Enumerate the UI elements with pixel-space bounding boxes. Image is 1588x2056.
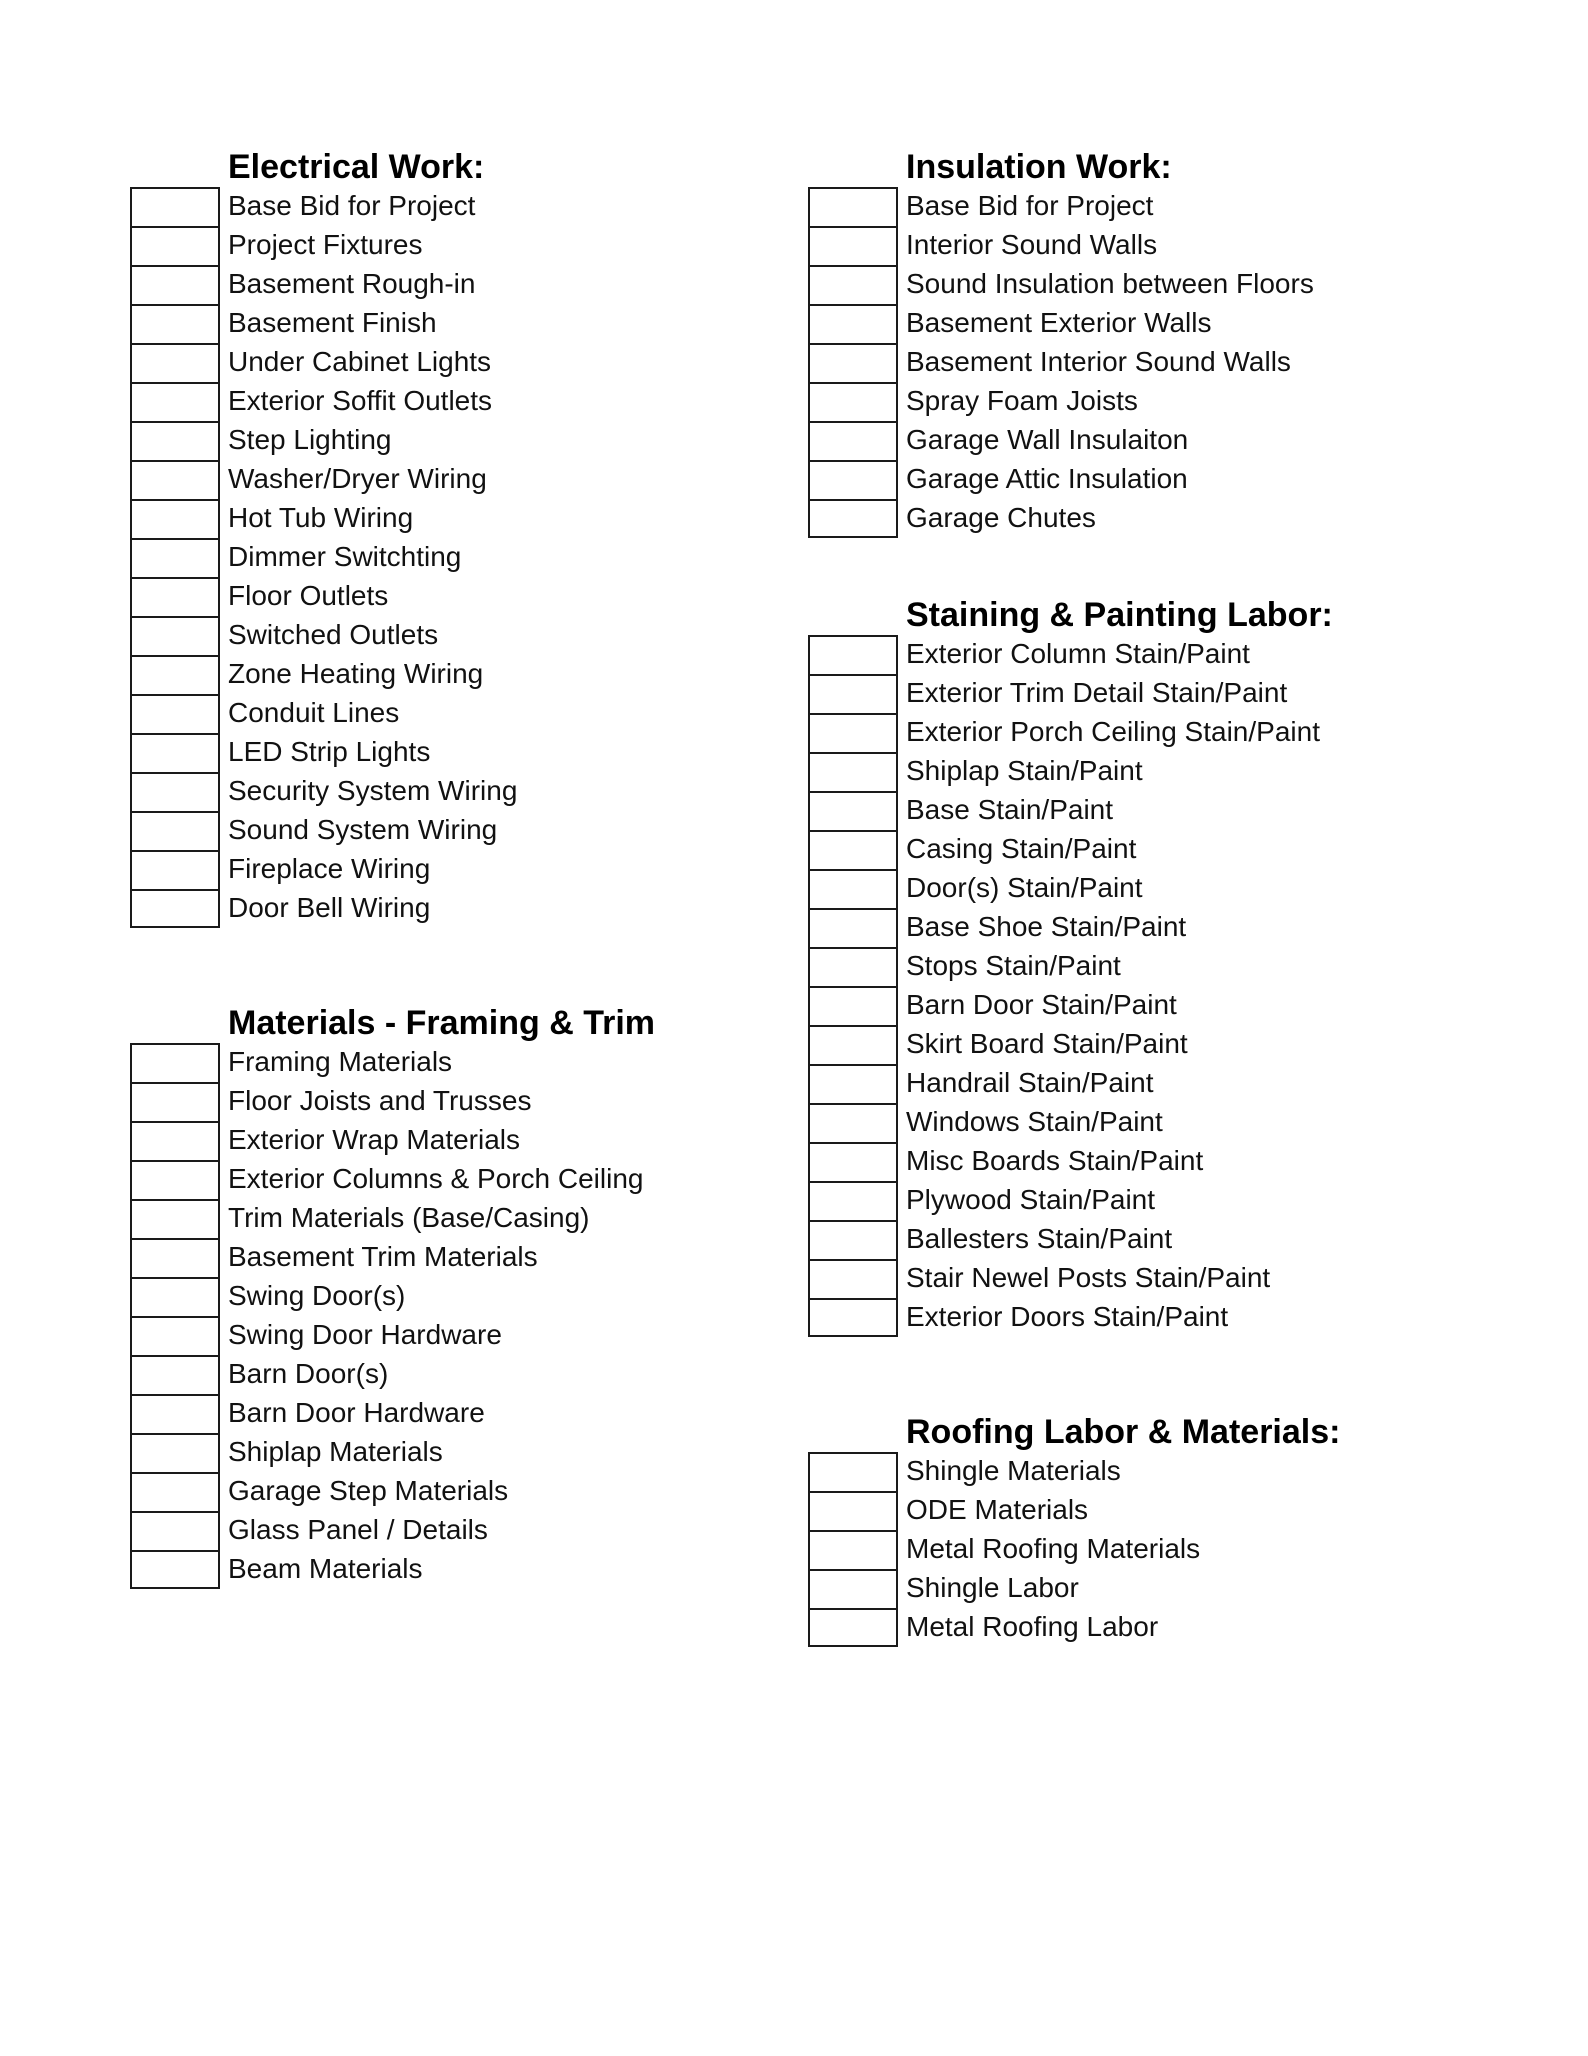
materials-item <box>130 1160 790 1199</box>
checkbox[interactable] <box>808 986 898 1025</box>
checkbox[interactable] <box>808 226 898 265</box>
electrical-item-label: Door Bell Wiring <box>228 892 431 923</box>
checkbox[interactable] <box>808 1298 898 1337</box>
checkbox[interactable] <box>130 460 220 499</box>
materials-item-label: Glass Panel / Details <box>228 1514 488 1545</box>
checkbox[interactable] <box>808 869 898 908</box>
insulation-item <box>808 226 1468 265</box>
checkbox[interactable] <box>130 538 220 577</box>
staining-item <box>808 1181 1468 1220</box>
staining-item-label: Casing Stain/Paint <box>906 833 1137 864</box>
staining-item-label: Plywood Stain/Paint <box>906 1184 1156 1215</box>
insulation-item <box>808 343 1468 382</box>
checkbox[interactable] <box>130 1511 220 1550</box>
materials-item-label: Barn Door Hardware <box>228 1397 485 1428</box>
staining-item <box>808 1259 1468 1298</box>
staining-item-label: Base Shoe Stain/Paint <box>906 911 1187 942</box>
electrical-item <box>130 460 790 499</box>
checkbox[interactable] <box>130 1043 220 1082</box>
checkbox[interactable] <box>130 850 220 889</box>
insulation-item <box>808 187 1468 226</box>
checkbox[interactable] <box>808 908 898 947</box>
electrical-item-label: Zone Heating Wiring <box>228 658 484 689</box>
checkbox[interactable] <box>808 635 898 674</box>
materials-item-label: Exterior Wrap Materials <box>228 1124 521 1155</box>
materials-item <box>130 1199 790 1238</box>
staining-item <box>808 713 1468 752</box>
staining-item <box>808 1025 1468 1064</box>
checkbox[interactable] <box>130 1121 220 1160</box>
staining-item-label: Stair Newel Posts Stain/Paint <box>906 1262 1271 1293</box>
insulation-item <box>808 499 1468 538</box>
materials-item <box>130 1316 790 1355</box>
checkbox[interactable] <box>130 616 220 655</box>
checkbox[interactable] <box>808 1220 898 1259</box>
insulation-item-label: Garage Wall Insulaiton <box>906 424 1189 455</box>
checkbox[interactable] <box>808 1103 898 1142</box>
checkbox[interactable] <box>130 1355 220 1394</box>
checkbox[interactable] <box>130 304 220 343</box>
electrical-item-label: Exterior Soffit Outlets <box>228 385 493 416</box>
electrical-item-label: Project Fixtures <box>228 229 423 260</box>
staining-item <box>808 791 1468 830</box>
electrical-item <box>130 499 790 538</box>
electrical-item <box>130 811 790 850</box>
staining-item-label: Base Stain/Paint <box>906 794 1114 825</box>
checkbox[interactable] <box>808 343 898 382</box>
insulation-item <box>808 460 1468 499</box>
insulation-item <box>808 421 1468 460</box>
materials-item-label: Swing Door Hardware <box>228 1319 502 1350</box>
insulation-item-label: Interior Sound Walls <box>906 229 1158 260</box>
staining-item-label: Misc Boards Stain/Paint <box>906 1145 1204 1176</box>
insulation-item-label: Basement Exterior Walls <box>906 307 1212 338</box>
checkbox[interactable] <box>808 1142 898 1181</box>
electrical-item-label: Conduit Lines <box>228 697 400 728</box>
electrical-item-label: Floor Outlets <box>228 580 389 611</box>
staining-item-label: Ballesters Stain/Paint <box>906 1223 1173 1254</box>
checkbox[interactable] <box>808 1025 898 1064</box>
checkbox[interactable] <box>808 1491 898 1530</box>
staining-item-label: Exterior Trim Detail Stain/Paint <box>906 677 1288 708</box>
electrical-item-label: Under Cabinet Lights <box>228 346 492 377</box>
staining-item-label: Exterior Column Stain/Paint <box>906 638 1250 669</box>
roofing-item <box>808 1452 1468 1491</box>
checkbox[interactable] <box>808 421 898 460</box>
staining-item <box>808 1064 1468 1103</box>
materials-item-label: Framing Materials <box>228 1046 453 1077</box>
materials-item <box>130 1433 790 1472</box>
checkbox[interactable] <box>808 187 898 226</box>
materials-framing-trim-list <box>130 1043 790 1589</box>
roofing-item-label: Shingle Materials <box>906 1455 1121 1486</box>
electrical-item <box>130 538 790 577</box>
staining-item-label: Exterior Doors Stain/Paint <box>906 1301 1229 1332</box>
checkbox[interactable] <box>808 382 898 421</box>
electrical-item <box>130 889 790 928</box>
checkbox[interactable] <box>130 1433 220 1472</box>
electrical-item <box>130 343 790 382</box>
materials-item <box>130 1082 790 1121</box>
checkbox[interactable] <box>130 772 220 811</box>
roofing-item <box>808 1530 1468 1569</box>
staining-item <box>808 947 1468 986</box>
checkbox[interactable] <box>808 791 898 830</box>
insulation-item-label: Sound Insulation between Floors <box>906 268 1314 299</box>
checkbox[interactable] <box>130 1160 220 1199</box>
electrical-item <box>130 265 790 304</box>
roofing-item <box>808 1608 1468 1647</box>
electrical-item-label: Basement Finish <box>228 307 437 338</box>
checkbox[interactable] <box>808 1064 898 1103</box>
checkbox[interactable] <box>130 1277 220 1316</box>
electrical-item-label: Sound System Wiring <box>228 814 498 845</box>
electrical-item <box>130 694 790 733</box>
electrical-item <box>130 577 790 616</box>
staining-item <box>808 1220 1468 1259</box>
materials-item-label: Beam Materials <box>228 1553 423 1584</box>
materials-item-label: Garage Step Materials <box>228 1475 509 1506</box>
electrical-item <box>130 304 790 343</box>
roofing-labor-materials-title: Roofing Labor & Materials: <box>906 1413 1341 1451</box>
materials-item-label: Barn Door(s) <box>228 1358 389 1389</box>
staining-item <box>808 1103 1468 1142</box>
staining-item <box>808 752 1468 791</box>
electrical-item-label: Hot Tub Wiring <box>228 502 414 533</box>
checkbox[interactable] <box>808 1452 898 1491</box>
materials-item-label: Basement Trim Materials <box>228 1241 538 1272</box>
staining-item-label: Handrail Stain/Paint <box>906 1067 1154 1098</box>
electrical-item <box>130 850 790 889</box>
staining-item-label: Windows Stain/Paint <box>906 1106 1163 1137</box>
insulation-item <box>808 382 1468 421</box>
staining-item <box>808 1298 1468 1337</box>
staining-item <box>808 986 1468 1025</box>
insulation-item-label: Base Bid for Project <box>906 190 1154 221</box>
materials-item-label: Floor Joists and Trusses <box>228 1085 532 1116</box>
checkbox[interactable] <box>808 304 898 343</box>
checkbox[interactable] <box>130 1082 220 1121</box>
materials-item-label: Shiplap Materials <box>228 1436 443 1467</box>
checkbox[interactable] <box>130 499 220 538</box>
staining-item <box>808 674 1468 713</box>
electrical-item-label: Fireplace Wiring <box>228 853 431 884</box>
roofing-item-label: Metal Roofing Labor <box>906 1611 1159 1642</box>
materials-item <box>130 1511 790 1550</box>
electrical-item <box>130 382 790 421</box>
electrical-item <box>130 733 790 772</box>
insulation-work-title: Insulation Work: <box>906 148 1172 186</box>
staining-item <box>808 869 1468 908</box>
checkbox[interactable] <box>130 421 220 460</box>
checkbox[interactable] <box>808 265 898 304</box>
staining-item-label: Shiplap Stain/Paint <box>906 755 1143 786</box>
electrical-work-list <box>130 187 790 928</box>
checkbox[interactable] <box>808 460 898 499</box>
checkbox[interactable] <box>808 713 898 752</box>
electrical-item <box>130 421 790 460</box>
checkbox[interactable] <box>808 1530 898 1569</box>
checkbox[interactable] <box>130 187 220 226</box>
checkbox[interactable] <box>808 1608 898 1647</box>
checkbox[interactable] <box>808 1181 898 1220</box>
materials-item-label: Exterior Columns & Porch Ceiling <box>228 1163 644 1194</box>
roofing-item-label: ODE Materials <box>906 1494 1089 1525</box>
checkbox[interactable] <box>808 499 898 538</box>
electrical-item <box>130 655 790 694</box>
electrical-item-label: Step Lighting <box>228 424 392 455</box>
insulation-item <box>808 304 1468 343</box>
staining-painting-labor-title: Staining & Painting Labor: <box>906 596 1333 634</box>
checkbox[interactable] <box>808 947 898 986</box>
electrical-item <box>130 772 790 811</box>
checkbox[interactable] <box>130 694 220 733</box>
materials-item <box>130 1355 790 1394</box>
checkbox[interactable] <box>808 752 898 791</box>
roofing-item <box>808 1569 1468 1608</box>
roofing-item-label: Metal Roofing Materials <box>906 1533 1201 1564</box>
electrical-item-label: LED Strip Lights <box>228 736 431 767</box>
staining-item-label: Exterior Porch Ceiling Stain/Paint <box>906 716 1320 747</box>
roofing-item <box>808 1491 1468 1530</box>
materials-item <box>130 1550 790 1589</box>
roofing-item-label: Shingle Labor <box>906 1572 1079 1603</box>
checkbox[interactable] <box>130 1316 220 1355</box>
electrical-item-label: Dimmer Switchting <box>228 541 462 572</box>
checkbox[interactable] <box>130 1238 220 1277</box>
electrical-item-label: Base Bid for Project <box>228 190 476 221</box>
insulation-item <box>808 265 1468 304</box>
checkbox[interactable] <box>808 1259 898 1298</box>
materials-item-label: Trim Materials (Base/Casing) <box>228 1202 590 1233</box>
staining-item-label: Door(s) Stain/Paint <box>906 872 1143 903</box>
checkbox[interactable] <box>808 830 898 869</box>
electrical-item-label: Security System Wiring <box>228 775 518 806</box>
roofing-labor-materials-list <box>808 1452 1468 1647</box>
staining-item <box>808 908 1468 947</box>
insulation-item-label: Spray Foam Joists <box>906 385 1138 416</box>
electrical-item-label: Basement Rough-in <box>228 268 476 299</box>
materials-framing-trim-title: Materials - Framing & Trim <box>228 1004 655 1042</box>
electrical-item <box>130 226 790 265</box>
electrical-item <box>130 187 790 226</box>
staining-item <box>808 1142 1468 1181</box>
insulation-work-list <box>808 187 1468 538</box>
checkbox[interactable] <box>130 889 220 928</box>
checkbox[interactable] <box>130 343 220 382</box>
staining-item-label: Skirt Board Stain/Paint <box>906 1028 1188 1059</box>
electrical-work-title: Electrical Work: <box>228 148 485 186</box>
checkbox[interactable] <box>808 674 898 713</box>
staining-item-label: Barn Door Stain/Paint <box>906 989 1177 1020</box>
checkbox[interactable] <box>130 1199 220 1238</box>
materials-item-label: Swing Door(s) <box>228 1280 406 1311</box>
materials-item <box>130 1472 790 1511</box>
insulation-item-label: Garage Chutes <box>906 502 1096 533</box>
insulation-item-label: Basement Interior Sound Walls <box>906 346 1291 377</box>
checkbox[interactable] <box>808 1569 898 1608</box>
materials-item <box>130 1238 790 1277</box>
checkbox[interactable] <box>130 1394 220 1433</box>
materials-item <box>130 1121 790 1160</box>
staining-item <box>808 635 1468 674</box>
insulation-item-label: Garage Attic Insulation <box>906 463 1188 494</box>
checkbox[interactable] <box>130 811 220 850</box>
checkbox[interactable] <box>130 1472 220 1511</box>
staining-item-label: Stops Stain/Paint <box>906 950 1121 981</box>
checkbox[interactable] <box>130 655 220 694</box>
staining-item <box>808 830 1468 869</box>
checkbox[interactable] <box>130 1550 220 1589</box>
electrical-item-label: Switched Outlets <box>228 619 439 650</box>
checkbox[interactable] <box>130 733 220 772</box>
electrical-item-label: Washer/Dryer Wiring <box>228 463 487 494</box>
materials-item <box>130 1043 790 1082</box>
checkbox[interactable] <box>130 382 220 421</box>
checkbox[interactable] <box>130 577 220 616</box>
checkbox[interactable] <box>130 265 220 304</box>
staining-painting-labor-list <box>808 635 1468 1337</box>
materials-item <box>130 1277 790 1316</box>
checkbox[interactable] <box>130 226 220 265</box>
electrical-item <box>130 616 790 655</box>
materials-item <box>130 1394 790 1433</box>
